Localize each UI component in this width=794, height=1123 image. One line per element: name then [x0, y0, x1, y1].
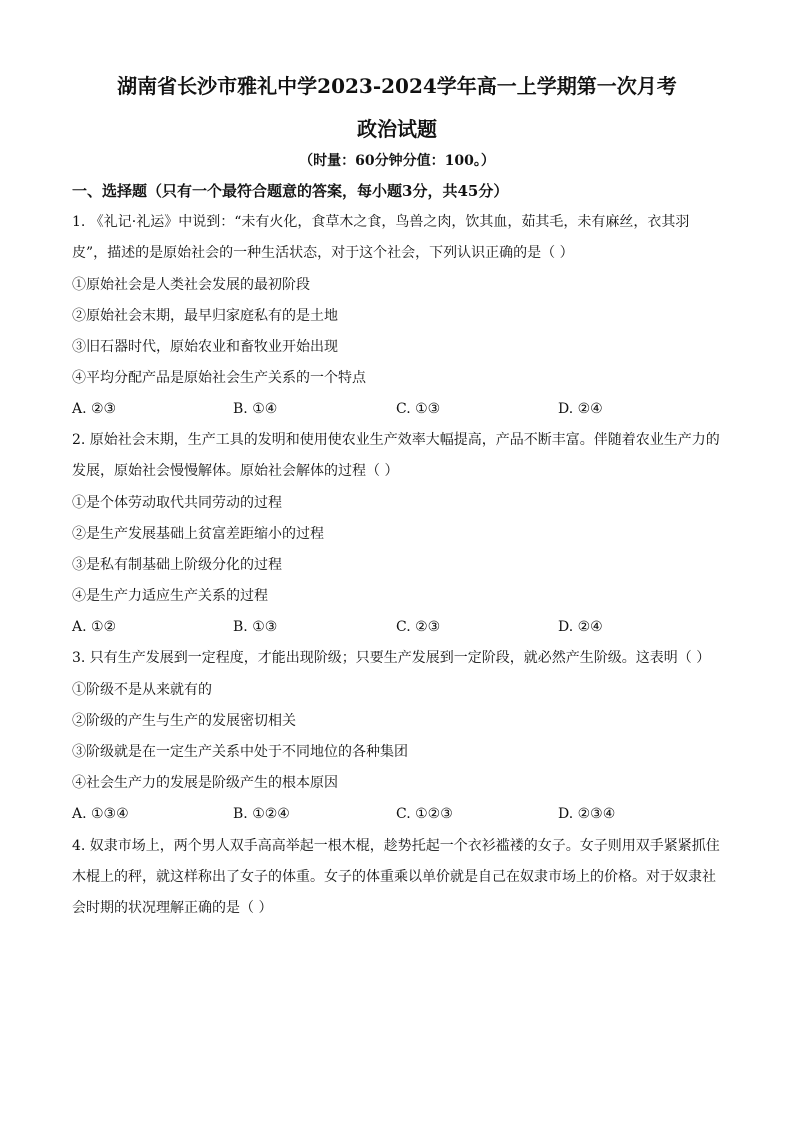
- question-3-option-a: A. ①③④: [72, 806, 129, 822]
- question-2-item-1: ①是个体劳动取代共同劳动的过程: [72, 495, 282, 511]
- question-3-item-3: ③阶级就是在一定生产关系中处于不同地位的各种集团: [72, 744, 408, 760]
- question-2-item-2: ②是生产发展基础上贫富差距缩小的过程: [72, 526, 324, 542]
- question-1-option-b: B. ①④: [233, 401, 278, 417]
- question-1-item-1: ①原始社会是人类社会发展的最初阶段: [72, 277, 310, 293]
- question-4-stem-line-1: 4. 奴隶市场上，两个男人双手高高举起一根木棍，趁势托起一个衣衫褴褛的女子。女子则用双手紧紧抓住: [72, 838, 720, 854]
- question-1-option-a: A. ②③: [72, 401, 117, 417]
- question-3-item-1: ①阶级不是从来就有的: [72, 682, 212, 698]
- question-3-item-4: ④社会生产力的发展是阶级产生的根本原因: [72, 775, 338, 791]
- question-3-option-c: C. ①②③: [396, 806, 453, 822]
- question-2-option-c: C. ②③: [396, 619, 441, 635]
- exam-title: 湖南省长沙市雅礼中学2023-2024学年高一上学期第一次月考: [117, 74, 677, 98]
- question-2-stem-line-1: 2. 原始社会末期，生产工具的发明和使用使农业生产效率大幅提高，产品不断丰富。伴随着农业生产力的: [72, 432, 720, 448]
- question-2-option-b: B. ①③: [233, 619, 278, 635]
- question-4-stem-line-3: 会时期的状况理解正确的是（ ）: [72, 900, 273, 916]
- question-1-item-4: ④平均分配产品是原始社会生产关系的一个特点: [72, 370, 366, 386]
- question-1-item-2: ②原始社会末期，最早归家庭私有的是土地: [72, 308, 338, 324]
- question-2-option-d: D. ②④: [558, 619, 603, 635]
- question-3-option-d: D. ②③④: [558, 806, 616, 822]
- question-2-item-4: ④是生产力适应生产关系的过程: [72, 588, 268, 604]
- exam-subject: 政治试题: [357, 117, 437, 141]
- question-2-stem-line-2: 发展，原始社会慢慢解体。原始社会解体的过程（ ）: [72, 463, 399, 479]
- question-2-item-3: ③是私有制基础上阶级分化的过程: [72, 557, 282, 573]
- section-heading: 一、选择题（只有一个最符合题意的答案，每小题3分，共45分）: [72, 182, 509, 200]
- exam-info: （时量：60分钟分值：100。）: [299, 153, 495, 169]
- question-2-option-a: A. ①②: [72, 619, 117, 635]
- question-3-item-2: ②阶级的产生与生产的发展密切相关: [72, 713, 296, 729]
- question-3-stem-line-1: 3. 只有生产发展到一定程度，才能出现阶级；只要生产发展到一定阶段，就必然产生阶级。这表明（ ）: [72, 650, 711, 666]
- question-4-stem-line-2: 木棍上的秤，就这样称出了女子的体重。女子的体重乘以单价就是自己在奴隶市场上的价格。对于奴隶社: [72, 869, 716, 885]
- question-1-option-c: C. ①③: [396, 401, 441, 417]
- question-3-option-b: B. ①②④: [233, 806, 290, 822]
- question-1-item-3: ③旧石器时代，原始农业和畜牧业开始出现: [72, 339, 338, 355]
- question-1-option-d: D. ②④: [558, 401, 603, 417]
- question-1-stem-line-2: 皮”，描述的是原始社会的一种生活状态，对于这个社会，下列认识正确的是（ ）: [72, 245, 574, 261]
- question-1-stem-line-1: 1. 《礼记·礼运》中说到：“未有火化，食草木之食，鸟兽之肉，饮其血，茹其毛，未有麻丝，衣其羽: [72, 214, 690, 230]
